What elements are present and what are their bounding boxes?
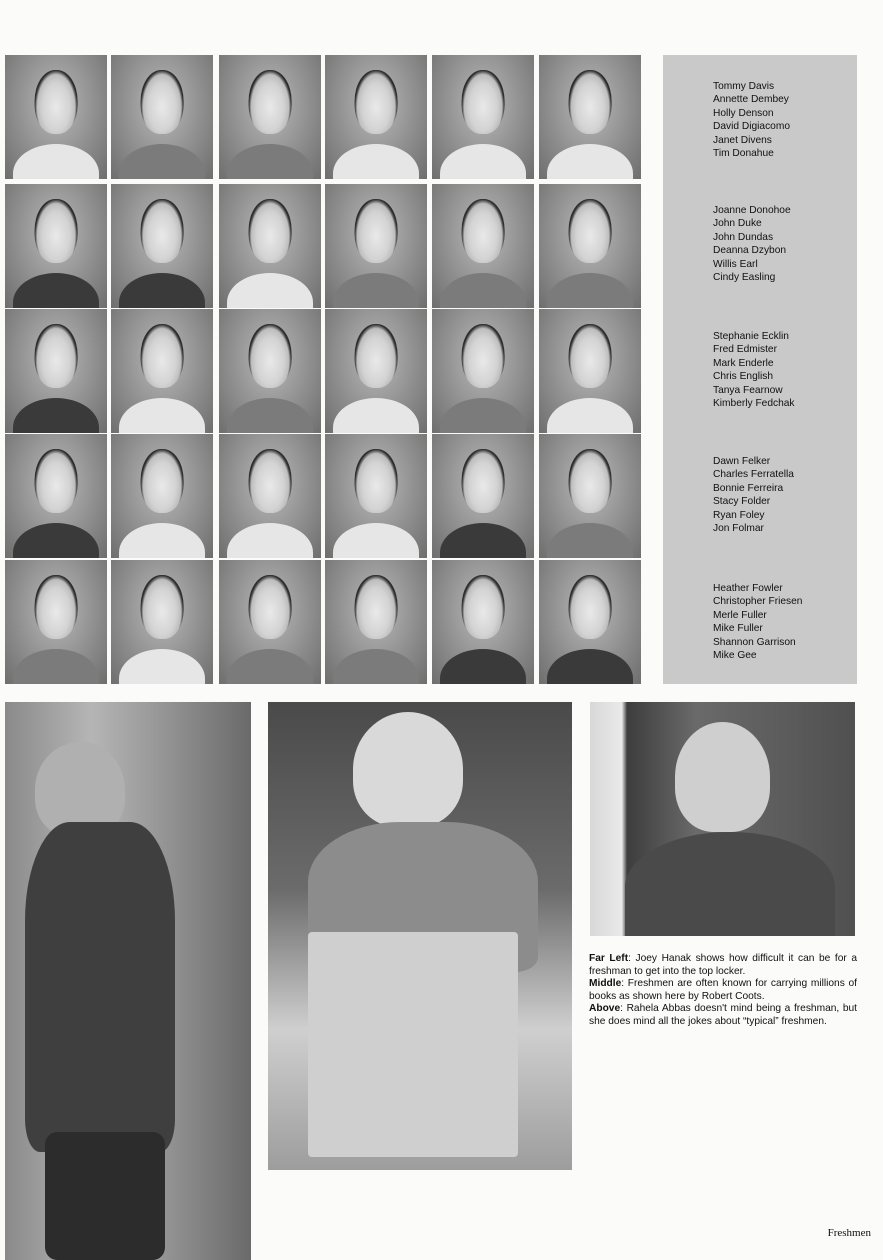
student-name: Cindy Easling <box>713 272 776 284</box>
student-name: Janet Divens <box>713 134 772 146</box>
portrait-photo <box>325 309 427 433</box>
student-name: Mark Enderle <box>713 357 774 369</box>
portrait-photo <box>5 434 107 558</box>
page-folio: Freshmen <box>827 1227 871 1239</box>
student-name: Kimberly Fedchak <box>713 398 795 410</box>
portrait-photo <box>432 434 534 558</box>
photo-joey-hanak-locker <box>5 702 251 1260</box>
caption-text-middle: : Freshmen are often known for carrying millions of books as shown here by Robert Coots. <box>589 978 857 1002</box>
student-name: Stephanie Ecklin <box>713 331 789 342</box>
student-name: Jon Folmar <box>713 523 764 535</box>
student-name: Charles Ferratella <box>713 469 794 481</box>
name-group <box>713 80 853 160</box>
photo-rahela-abbas <box>590 702 855 936</box>
student-name: Dawn Felker <box>713 456 771 467</box>
portrait-photo <box>325 434 427 558</box>
portrait-photo <box>432 309 534 433</box>
student-name: Deanna Dzybon <box>713 245 787 257</box>
portrait-photo <box>539 55 641 179</box>
caption-label-far-left: Far Left <box>589 953 629 964</box>
portrait-photo <box>539 184 641 308</box>
student-name: Annette Dembey <box>713 94 789 106</box>
portrait-photo <box>111 55 213 179</box>
portrait-photo <box>219 309 321 433</box>
student-name: Merle Fuller <box>713 609 767 621</box>
caption-label-above: Above <box>589 1003 621 1015</box>
student-name: Christopher Friesen <box>713 596 803 608</box>
portrait-photo <box>539 560 641 684</box>
student-name: Mike Fuller <box>713 623 763 635</box>
portrait-photo <box>325 560 427 684</box>
portrait-photo <box>325 55 427 179</box>
portrait-photo <box>111 309 213 433</box>
portrait-photo <box>219 434 321 558</box>
student-name: John Duke <box>713 218 762 230</box>
student-name: Tommy Davis <box>713 81 775 92</box>
portrait-photo <box>219 560 321 684</box>
portrait-photo <box>111 560 213 684</box>
student-name: Ryan Foley <box>713 509 765 521</box>
names-panel <box>663 55 857 684</box>
portrait-photo <box>432 184 534 308</box>
caption-text-above: : Rahela Abbas doesn't mind being a freshman, but she does mind all the jokes about “typical” freshmen. <box>589 1003 857 1027</box>
name-group <box>713 330 853 410</box>
student-name: Fred Edmister <box>713 344 777 356</box>
name-group <box>713 582 853 662</box>
name-group <box>713 455 853 535</box>
portrait-grid <box>5 55 648 684</box>
student-name: Willis Earl <box>713 258 758 270</box>
portrait-photo <box>5 560 107 684</box>
portrait-photo <box>111 184 213 308</box>
student-name: Tim Donahue <box>713 148 774 160</box>
portrait-photo <box>539 434 641 558</box>
photo-robert-coots-books <box>268 702 572 1170</box>
student-name: Chris English <box>713 371 774 383</box>
student-name: Mike Gee <box>713 650 757 662</box>
student-name: Tanya Fearnow <box>713 384 783 396</box>
portrait-photo <box>111 434 213 558</box>
student-name: Stacy Folder <box>713 496 771 508</box>
portrait-photo <box>219 184 321 308</box>
portrait-photo <box>5 309 107 433</box>
caption-label-middle: Middle <box>589 978 622 990</box>
caption-text-far-left: : Joey Hanak shows how difficult it can be for a freshman to get into the top locker. <box>589 953 857 977</box>
portrait-photo <box>432 55 534 179</box>
portrait-photo <box>539 309 641 433</box>
portrait-photo <box>5 184 107 308</box>
portrait-photo <box>325 184 427 308</box>
student-name: Holly Denson <box>713 107 774 119</box>
photo-caption <box>589 953 857 1029</box>
student-name: John Dundas <box>713 231 774 243</box>
portrait-photo <box>5 55 107 179</box>
name-group <box>713 204 853 284</box>
student-name: Shannon Garrison <box>713 636 796 648</box>
student-name: Heather Fowler <box>713 583 783 594</box>
student-name: Joanne Donohoe <box>713 205 791 216</box>
portrait-photo <box>432 560 534 684</box>
student-name: David Digiacomo <box>713 121 791 133</box>
portrait-photo <box>219 55 321 179</box>
student-name: Bonnie Ferreira <box>713 482 784 494</box>
